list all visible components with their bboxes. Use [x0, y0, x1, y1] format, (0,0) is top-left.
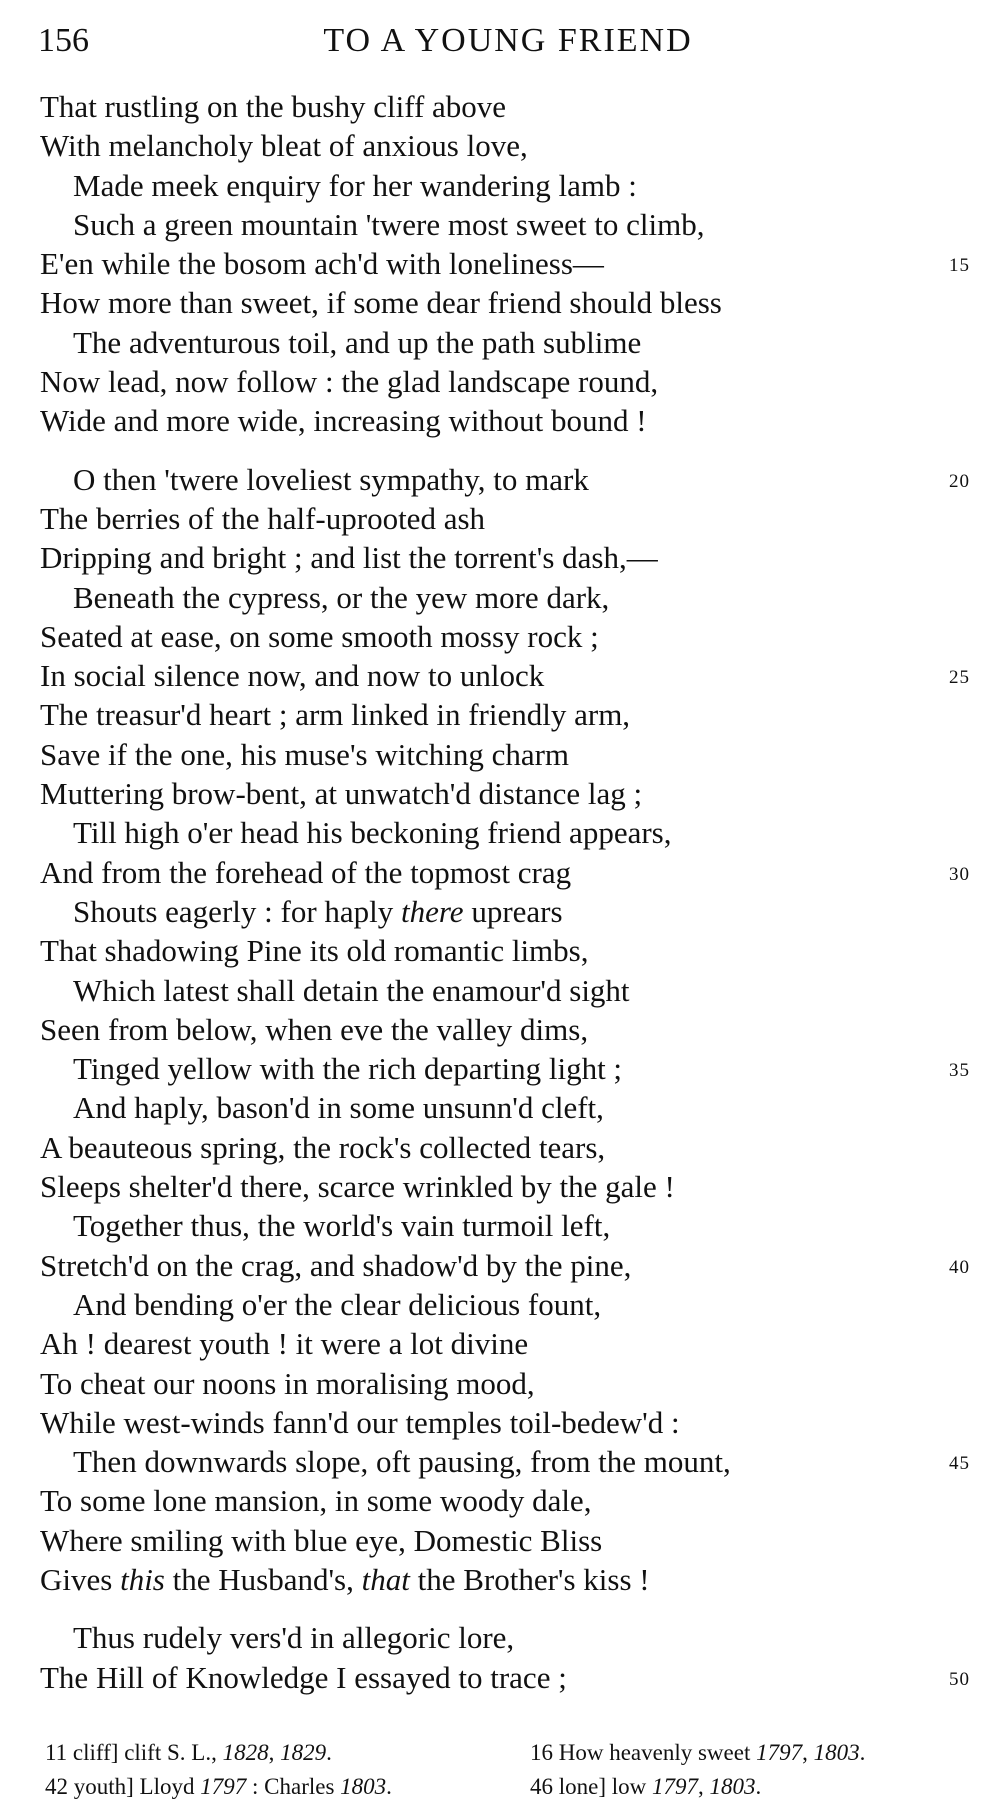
poem-line	[40, 87, 970, 126]
poem-line	[40, 166, 970, 205]
poem-line-text: Made meek enquiry for her wandering lamb :	[73, 167, 637, 203]
poem-line-text: Seated at ease, on some smooth mossy rock ;	[40, 618, 599, 654]
poem-line	[40, 205, 970, 244]
poem-line-text: Stretch'd on the crag, and shadow'd by the pine,	[40, 1247, 632, 1283]
poem-line-text: Wide and more wide, increasing without bound !	[40, 403, 647, 439]
poem-line	[40, 1206, 970, 1245]
poem-line-text: Thus rudely vers'd in allegoric lore,	[73, 1620, 515, 1656]
poem-line	[40, 1560, 970, 1599]
footnotes	[45, 1736, 985, 1804]
poem-line-text: Now lead, now follow : the glad landscape round,	[40, 364, 659, 400]
poem-line	[40, 1088, 970, 1127]
poem-line	[40, 656, 970, 695]
page-number: 156	[38, 22, 89, 59]
poem-line-text: Gives this the Husband's, that the Brother's kiss !	[40, 1561, 650, 1597]
poem-line	[40, 1324, 970, 1363]
poem-line	[40, 1364, 970, 1403]
poem-line-text: That shadowing Pine its old romantic limbs,	[40, 933, 589, 969]
poem-line	[40, 1010, 970, 1049]
footnote: 46 lone] low 1797, 1803.	[530, 1774, 762, 1799]
poem-line	[40, 1285, 970, 1324]
poem-line	[40, 578, 970, 617]
poem-line	[40, 538, 970, 577]
poem-line-text: Ah ! dearest youth ! it were a lot divine	[40, 1326, 529, 1362]
poem-line	[40, 1246, 970, 1285]
poem-line-text: E'en while the bosom ach'd with loneliness—	[40, 246, 604, 282]
line-number: 20	[949, 470, 970, 492]
poem-line-text: Then downwards slope, oft pausing, from the mount,	[73, 1444, 731, 1480]
line-number: 35	[949, 1060, 970, 1082]
poem-line	[40, 1403, 970, 1442]
poem-line-text: To cheat our noons in moralising mood,	[40, 1365, 535, 1401]
poem-line	[40, 735, 970, 774]
poem-line-text: Muttering brow-bent, at unwatch'd distance lag ;	[40, 776, 643, 812]
footnote: 42 youth] Lloyd 1797 : Charles 1803.	[45, 1774, 392, 1799]
poem-line-text: Save if the one, his muse's witching charm	[40, 736, 570, 772]
poem-line	[40, 1049, 970, 1088]
poem-line	[40, 813, 970, 852]
poem-line-text: And from the forehead of the topmost crag	[40, 854, 572, 890]
poem-line-text: Which latest shall detain the enamour'd sight	[73, 972, 630, 1008]
footnote-row	[45, 1770, 985, 1804]
footnote: 16 How heavenly sweet 1797, 1803.	[530, 1740, 866, 1765]
poem-line	[40, 853, 970, 892]
poem-line	[40, 971, 970, 1010]
poem-line	[40, 126, 970, 165]
poem-line	[40, 323, 970, 362]
poem-line-text: With melancholy bleat of anxious love,	[40, 128, 528, 164]
poem-line	[40, 499, 970, 538]
poem-line	[40, 1481, 970, 1520]
poem-line	[40, 1658, 970, 1697]
poem-line	[40, 774, 970, 813]
poem-line-text: That rustling on the bushy cliff above	[40, 89, 507, 124]
poem-line-text: To some lone mansion, in some woody dale,	[40, 1483, 592, 1519]
poem-line-text: And bending o'er the clear delicious fount,	[73, 1286, 602, 1322]
line-number: 25	[949, 667, 970, 689]
poem-line-text: In social silence now, and now to unlock	[40, 658, 545, 694]
poem-line	[40, 283, 970, 322]
poem-line-text: And haply, bason'd in some unsunn'd cleft,	[73, 1090, 604, 1126]
poem-line	[40, 892, 970, 931]
poem-line-text: The adventurous toil, and up the path sublime	[73, 324, 642, 360]
poem-line-text: A beauteous spring, the rock's collected tears,	[40, 1129, 606, 1165]
poem-line	[40, 695, 970, 734]
line-number: 40	[949, 1256, 970, 1278]
poem-line-text: Dripping and bright ; and list the torrent's dash,—	[40, 540, 658, 576]
poem-line-text: Such a green mountain 'twere most sweet to climb,	[73, 206, 705, 242]
poem-line-text: Shouts eagerly : for haply there uprears	[73, 893, 563, 929]
poem-line	[40, 401, 970, 440]
poem-line-text: The berries of the half-uprooted ash	[40, 500, 486, 536]
poem-line	[40, 1521, 970, 1560]
line-number: 45	[949, 1453, 970, 1475]
poem-line-text: O then 'twere loveliest sympathy, to mark	[73, 461, 589, 497]
line-number: 50	[949, 1668, 970, 1690]
poem-line-text: Where smiling with blue eye, Domestic Bliss	[40, 1522, 603, 1558]
footnote: 11 cliff] clift S. L., 1828, 1829.	[45, 1740, 332, 1765]
footnote-row	[45, 1736, 985, 1770]
poem-line-text: Till high o'er head his beckoning friend appears,	[73, 815, 672, 851]
poem-line-text: Seen from below, when eve the valley dims,	[40, 1011, 589, 1047]
poem-line	[40, 931, 970, 970]
poem-line-text: Sleeps shelter'd there, scarce wrinkled by the gale !	[40, 1169, 675, 1205]
poem-line	[40, 1442, 970, 1481]
poem-line	[40, 244, 970, 283]
poem-line	[40, 1128, 970, 1167]
stanza-gap	[40, 1599, 970, 1618]
poem-line	[40, 1618, 970, 1657]
poem-line-text: Tinged yellow with the rich departing light ;	[73, 1051, 623, 1087]
poem-body	[40, 87, 970, 1697]
page-header	[38, 14, 978, 74]
poem-line-text: Beneath the cypress, or the yew more dark,	[73, 579, 610, 615]
poem-line-text: Together thus, the world's vain turmoil left,	[73, 1208, 611, 1244]
running-title: TO A YOUNG FRIEND	[323, 22, 693, 59]
poem-line-text: How more than sweet, if some dear friend should bless	[40, 285, 722, 321]
poem-line	[40, 1167, 970, 1206]
line-number: 15	[949, 255, 970, 277]
poem-line-text: The treasur'd heart ; arm linked in friendly arm,	[40, 697, 631, 733]
poem-line-text: The Hill of Knowledge I essayed to trace ;	[40, 1659, 567, 1695]
poem-line	[40, 617, 970, 656]
poem-line	[40, 362, 970, 401]
line-number: 30	[949, 863, 970, 885]
stanza-gap	[40, 441, 970, 460]
poem-line	[40, 460, 970, 499]
poem-line-text: While west-winds fann'd our temples toil-bedew'd :	[40, 1404, 680, 1440]
